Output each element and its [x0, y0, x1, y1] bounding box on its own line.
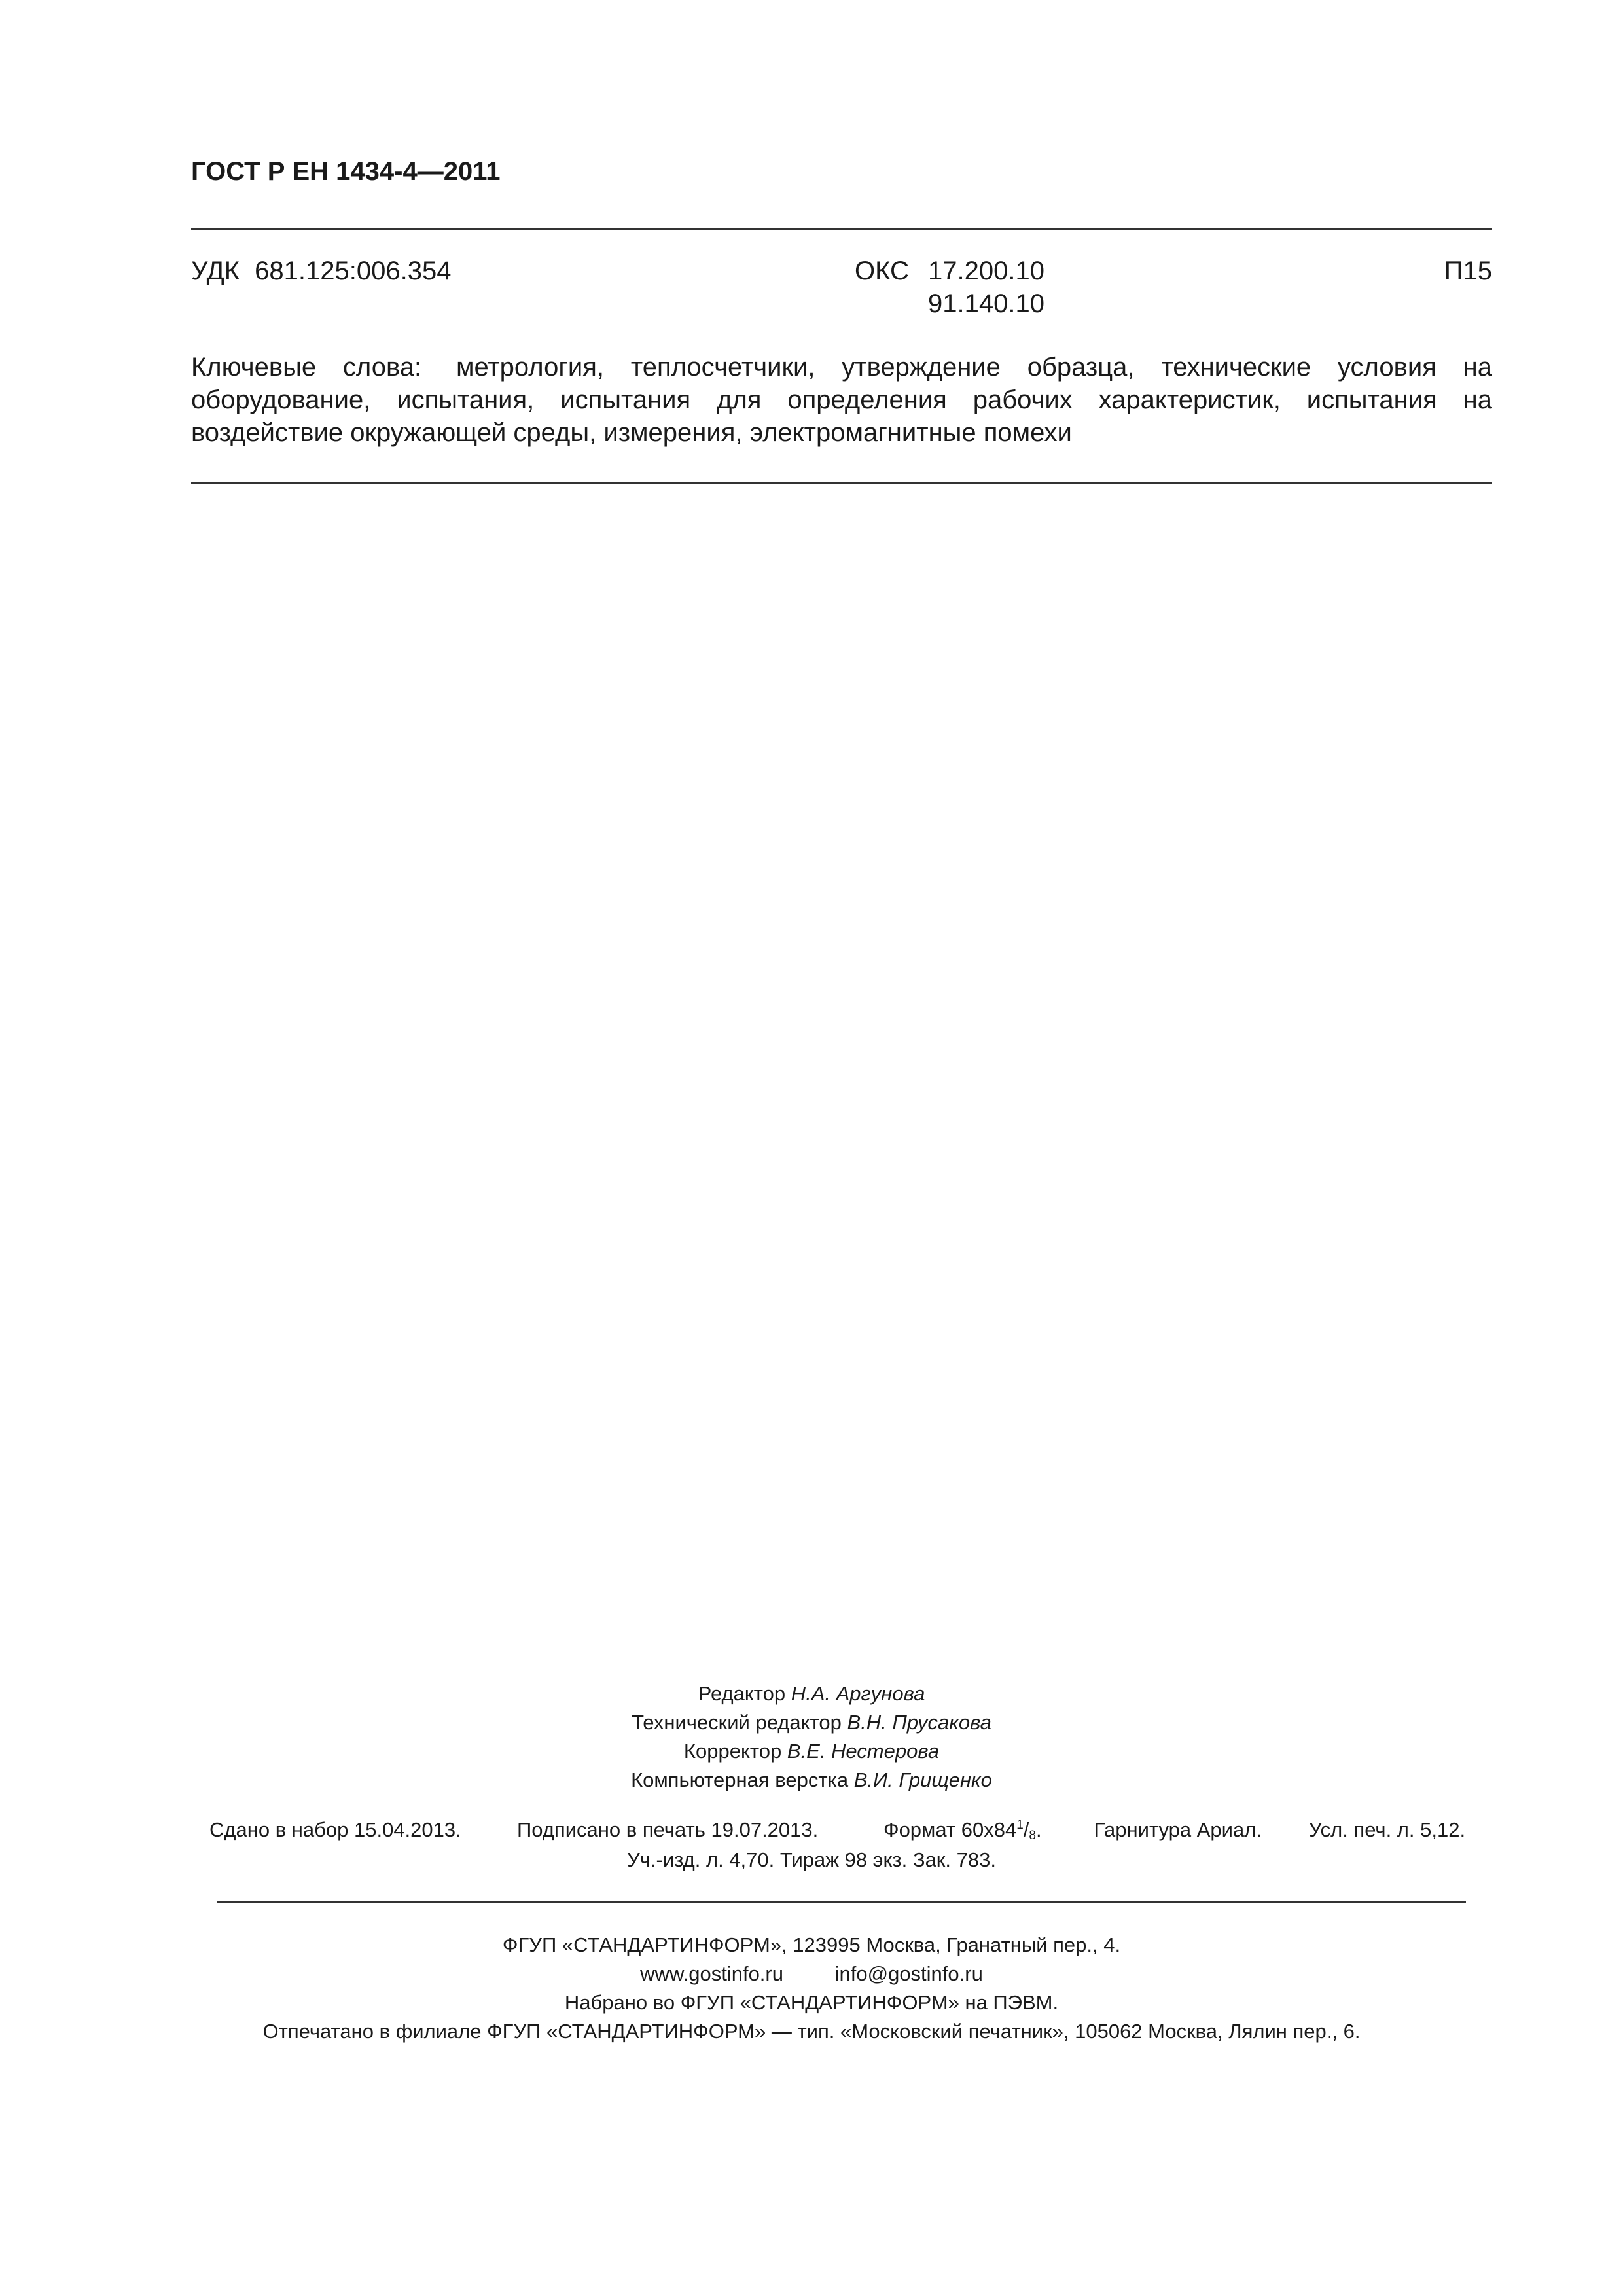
imprint-print-sheets: Усл. печ. л. 5,12.: [1309, 1818, 1466, 1841]
publisher-website: www.gostinfo.ru: [640, 1962, 783, 1985]
publisher-block: [0, 1931, 1623, 2046]
keywords-block: [191, 351, 1492, 449]
credit-role: Компьютерная верстка: [631, 1768, 849, 1791]
format-prefix: Формат 60x84: [883, 1818, 1017, 1841]
document-id: ГОСТ Р ЕН 1434-4—2011: [191, 157, 501, 186]
format-slash: /: [1023, 1818, 1029, 1841]
imprint-format: [883, 1818, 1042, 1843]
publisher-printed: Отпечатано в филиале ФГУП «СТАНДАРТИНФОРМ» — тип. «Московский печатник», 105062 Москва, Лялин пер., 6.: [262, 2020, 1361, 2043]
publisher-email: info@gostinfo.ru: [834, 1962, 983, 1985]
credit-role: Технический редактор: [632, 1711, 842, 1734]
imprint-sent: Сдано в набор 15.04.2013.: [209, 1818, 461, 1841]
group-code: П15: [1444, 257, 1492, 285]
credit-name: В.И. Грищенко: [853, 1768, 992, 1791]
keywords-text: метрология, теплосчетчики, утверждение образца, технические условия на оборудование, испытания, испытания для определения рабочих характеристик, испытания на воздействие окружающей среды, измерения, электромагнитные помехи: [191, 353, 1492, 447]
credit-editor: [0, 1679, 1623, 1708]
credit-name: Н.А. Аргунова: [791, 1682, 925, 1705]
credit-name: В.Е. Нестерова: [787, 1740, 940, 1763]
udk-label: УДК: [191, 257, 240, 285]
header-rule: [191, 228, 1492, 230]
udk-value: 681.125:006.354: [255, 257, 452, 285]
format-end: .: [1035, 1818, 1042, 1841]
credit-tech-editor: [0, 1708, 1623, 1737]
format-sup: 1: [1016, 1818, 1024, 1832]
publisher-address: ФГУП «СТАНДАРТИНФОРМ», 123995 Москва, Гранатный пер., 4.: [502, 1933, 1121, 1956]
credit-layout: [0, 1766, 1623, 1795]
imprint-signed: Подписано в печать 19.07.2013.: [517, 1818, 819, 1841]
credit-role: Корректор: [683, 1740, 782, 1763]
imprint-rule: [217, 1901, 1466, 1903]
keywords-rule: [191, 482, 1492, 484]
oks-value-2: 91.140.10: [928, 289, 1044, 318]
oks-value-1: 17.200.10: [928, 257, 1044, 285]
credit-proofreader: [0, 1737, 1623, 1766]
credit-role: Редактор: [698, 1682, 786, 1705]
imprint-typeface: Гарнитура Ариал.: [1094, 1818, 1262, 1841]
credit-name: В.Н. Прусакова: [847, 1711, 991, 1734]
credits-block: [0, 1679, 1623, 1795]
publisher-contacts: [0, 1960, 1623, 1988]
oks-label: ОКС: [855, 257, 909, 285]
udk: [191, 257, 451, 286]
keywords-label: Ключевые слова:: [191, 353, 422, 382]
format-sub: 8: [1029, 1829, 1036, 1842]
imprint-line-2: Уч.-изд. л. 4,70. Тираж 98 экз. Зак. 783.: [627, 1848, 996, 1871]
publisher-typeset: Набрано во ФГУП «СТАНДАРТИНФОРМ» на ПЭВМ.: [564, 1991, 1059, 2014]
